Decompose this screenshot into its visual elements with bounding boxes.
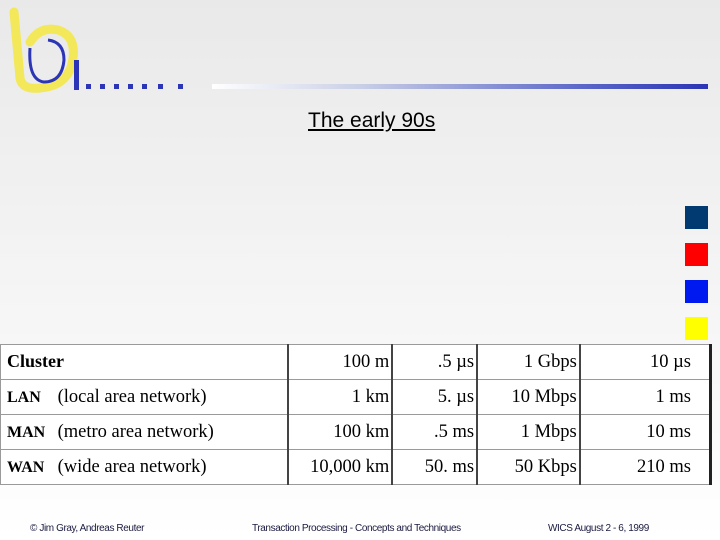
swatch-red (685, 243, 708, 266)
bandwidth-cell: 1 Gbps (477, 345, 580, 380)
logo-dot (178, 84, 183, 89)
logo-blue-stroke (30, 40, 64, 82)
footer-center: Transaction Processing - Concepts and Techniques (252, 523, 461, 534)
distance-cell: 1 km (288, 380, 392, 415)
network-desc: (wide area network) (57, 456, 207, 477)
network-abbr: LAN (7, 388, 41, 406)
color-swatches (685, 206, 708, 354)
logo-icon (0, 0, 200, 100)
logo-dot (86, 84, 91, 89)
network-desc: (local area network) (57, 386, 207, 407)
latency-cell: 50. ms (392, 450, 477, 485)
delay-cell: 10 ms (580, 415, 711, 450)
distance-cell: 100 m (288, 345, 392, 380)
network-type-cell (1, 415, 289, 450)
table-row (1, 380, 711, 415)
network-abbr: MAN (7, 423, 46, 441)
delay-cell: 10 µs (580, 345, 711, 380)
bandwidth-cell: 50 Kbps (477, 450, 580, 485)
network-table (0, 344, 712, 485)
footer-left: © Jim Gray, Andreas Reuter (30, 523, 145, 534)
logo-yellow-stroke (14, 12, 73, 88)
latency-cell: .5 µs (392, 345, 477, 380)
slide-title: The early 90s (308, 109, 436, 132)
delay-cell: 1 ms (580, 380, 711, 415)
logo-dot (100, 84, 105, 89)
swatch-yellow (685, 317, 708, 340)
logo-dot (158, 84, 163, 89)
logo-bar (74, 60, 79, 90)
logo-dot (114, 84, 119, 89)
swatch-blue (685, 280, 708, 303)
table-row (1, 415, 711, 450)
header-divider (212, 84, 708, 89)
network-type-cell (1, 380, 289, 415)
latency-cell: .5 ms (392, 415, 477, 450)
table-row (1, 450, 711, 485)
network-type-cell (1, 345, 289, 380)
network-type-cell (1, 450, 289, 485)
network-abbr: WAN (7, 458, 45, 476)
swatch-navy (685, 206, 708, 229)
distance-cell: 100 km (288, 415, 392, 450)
network-table-container (0, 344, 712, 490)
distance-cell: 10,000 km (288, 450, 392, 485)
table-row (1, 345, 711, 380)
bandwidth-cell: 1 Mbps (477, 415, 580, 450)
bandwidth-cell: 10 Mbps (477, 380, 580, 415)
footer-right: WICS August 2 - 6, 1999 (548, 523, 649, 534)
logo-dot (128, 84, 133, 89)
delay-cell: 210 ms (580, 450, 711, 485)
logo-dot (142, 84, 147, 89)
network-abbr: Cluster (7, 351, 64, 371)
latency-cell: 5. µs (392, 380, 477, 415)
network-desc: (metro area network) (57, 421, 214, 442)
